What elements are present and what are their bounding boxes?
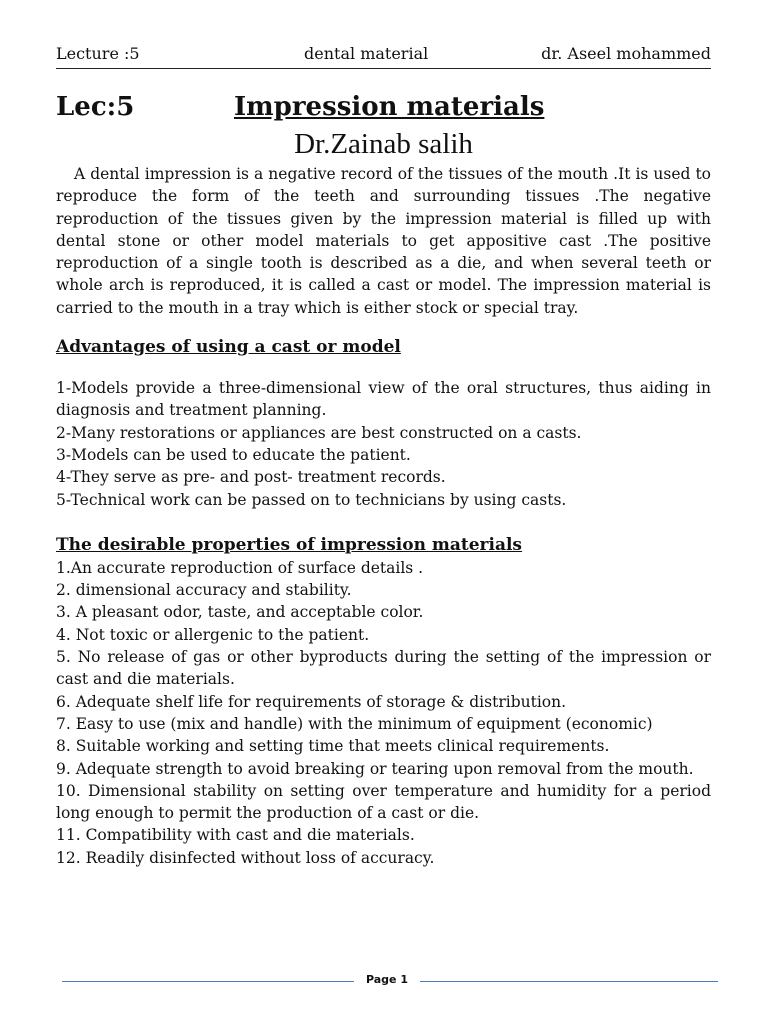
page-title: Impression materials [234, 92, 545, 122]
list-item: 11. Compatibility with cast and die materials. [56, 826, 415, 845]
list-item: 4-They serve as pre- and post- treatment records. [56, 468, 446, 487]
advantages-list [56, 377, 711, 511]
list-item: 5-Technical work can be passed on to technicians by using casts. [56, 490, 567, 509]
header-lecturer-name: dr. Aseel mohammed [541, 44, 711, 63]
properties-heading: The desirable properties of impression materials [56, 534, 523, 555]
list-item: 3-Models can be used to educate the patient. [56, 445, 411, 464]
list-item: 2. dimensional accuracy and stability. [56, 581, 352, 600]
list-item: 12. Readily disinfected without loss of accuracy. [56, 848, 435, 867]
page-number: Page 1 [365, 973, 408, 986]
list-item: 2-Many restorations or appliances are best constructed on a casts. [56, 423, 582, 442]
list-item: 1.An accurate reproduction of surface details . [56, 558, 424, 577]
list-item: 10. Dimensional stability on setting over temperature and humidity for a period long enough to permit the production of a cast or die. [56, 781, 711, 823]
title-row [56, 92, 711, 128]
document-body [56, 163, 711, 869]
footer-divider-left [62, 981, 354, 982]
footer-divider-right [420, 981, 718, 982]
intro-paragraph: A dental impression is a negative record of the tissues of the mouth .It is used to reproduce the form of the teeth and surrounding tissues .The negative reproduction of the tissues given by the impression material is filled up with dental stone or other model materials to get appositive cast .The positive reproduction of a single tooth is described as a die, and when several teeth or whole arch is reproduced, it is called a cast or model. The impression material is carried to the mouth in a tray which is either stock or special tray. [56, 165, 711, 317]
advantages-heading: Advantages of using a cast or model [56, 337, 401, 358]
list-item: 5. No release of gas or other byproducts during the setting of the impression or cast and die materials. [56, 648, 711, 689]
header-course-name: dental material [304, 44, 429, 63]
list-item: 7. Easy to use (mix and handle) with the minimum of equipment (economic) [56, 714, 653, 733]
page-header [56, 42, 711, 69]
list-item: 1-Models provide a three-dimensional view of the oral structures, thus aiding in diagnosis and treatment planning. [56, 379, 711, 420]
list-item: 9. Adequate strength to avoid breaking or tearing upon removal from the mouth. [56, 759, 694, 778]
list-item: 6. Adequate shelf life for requirements of storage & distribution. [56, 692, 567, 711]
properties-list [56, 557, 711, 869]
list-item: 8. Suitable working and setting time that meets clinical requirements. [56, 737, 610, 756]
list-item: 3. A pleasant odor, taste, and acceptable color. [56, 603, 424, 622]
header-lecture-number: Lecture :5 [56, 44, 140, 63]
list-item: 4. Not toxic or allergenic to the patient. [56, 625, 370, 644]
author-name: Dr.Zainab salih [294, 128, 473, 160]
lecture-label: Lec:5 [56, 92, 135, 122]
